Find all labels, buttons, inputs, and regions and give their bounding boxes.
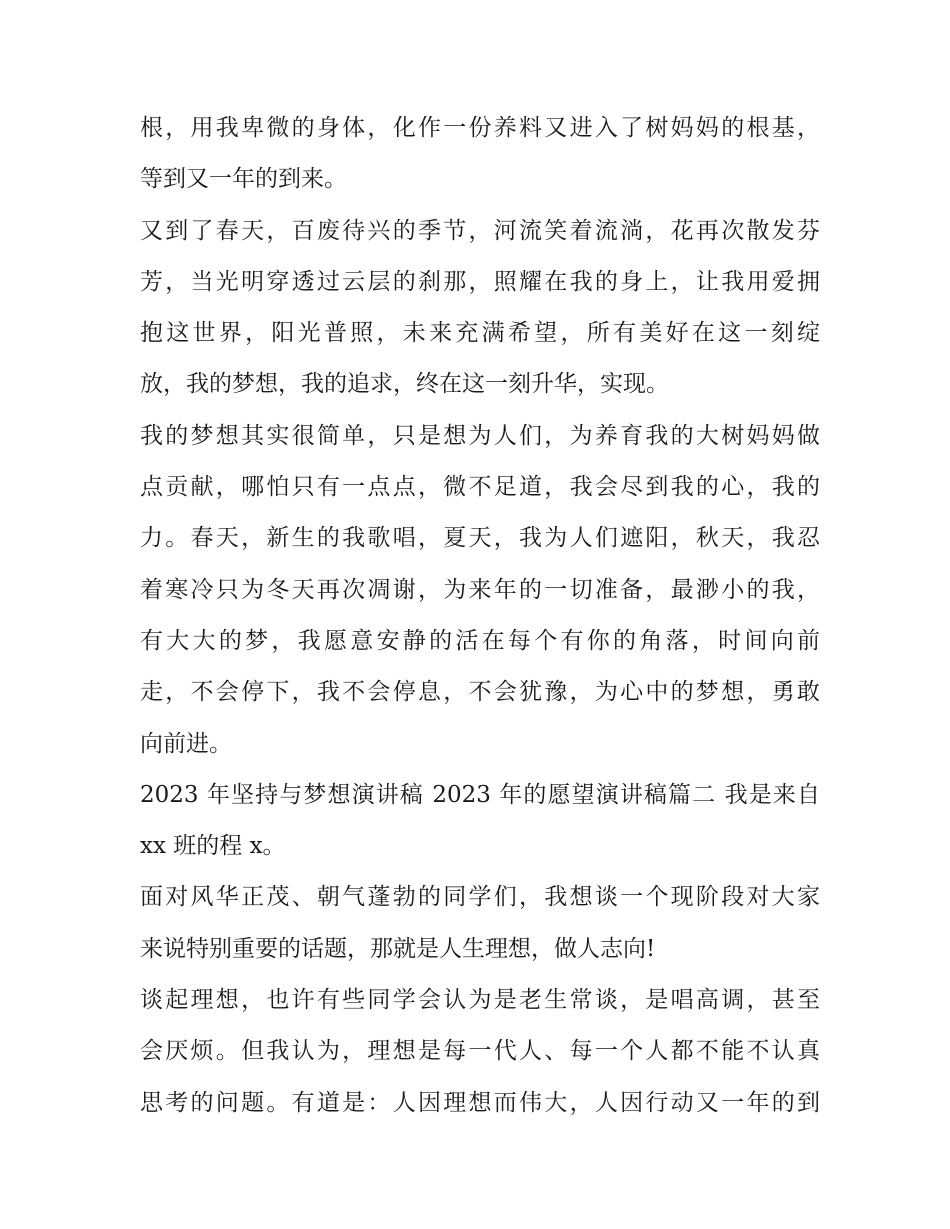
text-line: 点贡献，哪怕只有一点点，微不足道，我会尽到我的心，我的 — [140, 474, 820, 501]
text-line: 会厌烦。但我认为，理想是每一代人、每一个人都不能不认真 — [140, 1038, 820, 1065]
text-line: 等到又一年的到来。 — [140, 166, 347, 193]
paragraph — [140, 975, 820, 1129]
text-line: 谈起理想，也许有些同学会认为是老生常谈，是唱高调，甚至 — [140, 987, 820, 1014]
text-line: 面对风华正茂、朝气蓬勃的同学们，我想谈一个现阶段对大家 — [140, 884, 820, 911]
paragraph — [140, 206, 820, 411]
text-line: 思考的问题。有道是：人因理想而伟大，人因行动又一年的到 — [140, 1089, 820, 1116]
text-line: 2023 年坚持与梦想演讲稿 2023 年的愿望演讲稿篇二 我是来自 — [140, 781, 820, 808]
paragraph — [140, 103, 820, 206]
text-line: 又到了春天，百废待兴的季节，河流笑着流淌，花再次散发芬 — [140, 217, 820, 244]
paragraph — [140, 872, 820, 975]
text-line: 向前进。 — [140, 730, 232, 757]
text-line: 有大大的梦，我愿意安静的活在每个有你的角落，时间向前 — [140, 627, 820, 654]
text-line: 我的梦想其实很简单，只是想为人们，为养育我的大树妈妈做 — [140, 422, 820, 449]
text-line: xx 班的程 x。 — [140, 833, 286, 860]
text-line: 根，用我卑微的身体，化作一份养料又进入了树妈妈的根基， — [140, 115, 820, 141]
text-line: 芳，当光明穿透过云层的刹那，照耀在我的身上，让我用爱拥 — [140, 268, 820, 295]
text-line: 力。春天，新生的我歌唱，夏天，我为人们遮阳，秋天，我忍 — [140, 525, 820, 552]
text-line: 放，我的梦想，我的追求，终在这一刻升华，实现。 — [140, 371, 669, 398]
text-line: 来说特别重要的话题，那就是人生理想，做人志向! — [140, 935, 656, 962]
text-line: 抱这世界，阳光普照，未来充满希望，所有美好在这一刻绽 — [140, 320, 820, 347]
text-line: 走，不会停下，我不会停息，不会犹豫，为心中的梦想，勇敢 — [140, 679, 820, 706]
paragraph — [140, 411, 820, 770]
paragraph — [140, 770, 820, 873]
document-body — [140, 103, 820, 1129]
text-line: 着寒冷只为冬天再次凋谢，为来年的一切准备，最渺小的我， — [140, 576, 820, 603]
